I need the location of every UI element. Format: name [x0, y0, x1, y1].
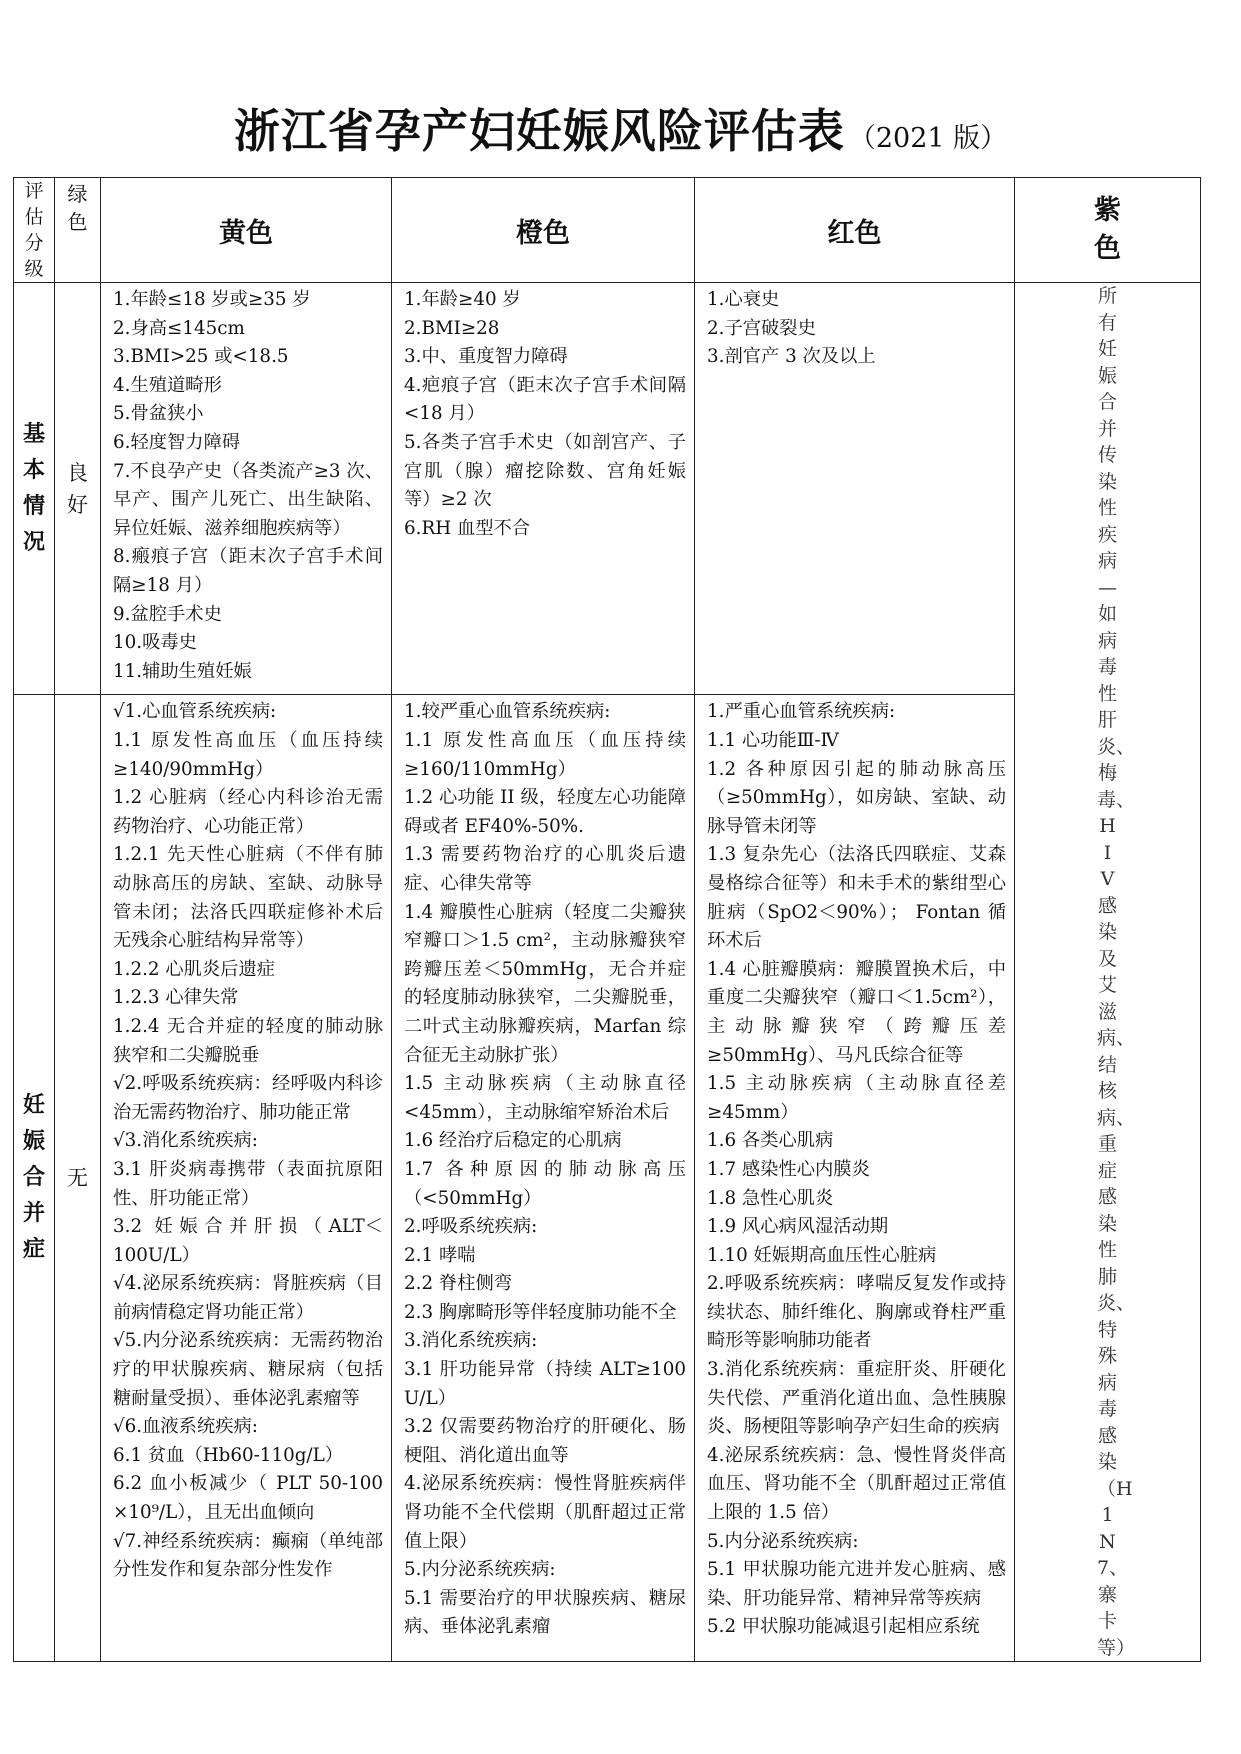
list-item: 1.10 妊娠期高血压性心脏病 — [707, 1244, 937, 1266]
list-item: 5.1 需要治疗的甲状腺疾病、糖尿病、垂体泌乳素瘤 — [404, 1587, 686, 1638]
list-item: 3.1 肝炎病毒携带（表面抗原阳性、肝功能正常） — [113, 1158, 383, 1209]
title-main: 浙江省孕产妇妊娠风险评估表 — [233, 104, 845, 158]
list-item: 2.2 脊柱侧弯 — [404, 1273, 513, 1295]
list-item: 1.2.2 心肌炎后遗症 — [113, 958, 276, 980]
list-item: √3.消化系统疾病: — [113, 1130, 258, 1152]
list-item: 9.盆腔手术史 — [113, 603, 222, 625]
list-item: 1.4 瓣膜性心脏病（轻度二尖瓣狭窄瓣口＞1.5 cm²，主动脉瓣狭窄跨瓣压差＜50mmHg，无合并症的轻度肺动脉狭窄，二尖瓣脱垂，二叶式主动脉瓣疾病，Marfan 综合征无主动脉扩张） — [404, 901, 686, 1066]
list-item: 1.2 心功能 II 级，轻度左心功能障碍或者 EF40%-50%. — [404, 787, 686, 837]
list-item: 11.辅助生殖妊娠 — [113, 660, 252, 682]
list-item: 1.2 心脏病（经心内科诊治无需药物治疗、心功能正常） — [113, 787, 383, 837]
list-item: 1.9 风心病风湿活动期 — [707, 1216, 889, 1238]
list-item: 1.6 经治疗后稳定的心肌病 — [404, 1130, 622, 1152]
category-basic: 基本情况 — [14, 283, 55, 695]
list-item: 1.较严重心血管系统疾病: — [404, 701, 611, 723]
list-item: 2.1 哮喘 — [404, 1244, 476, 1266]
list-item: 3.中、重度智力障碍 — [404, 346, 568, 368]
title-version: （2021 版） — [848, 123, 1008, 154]
list-item: 7.不良孕产史（各类流产≥3 次、早产、围产儿死亡、出生缺陷、异位妊娠、滋养细胞疾病等） — [113, 460, 383, 539]
list-item: 1.7 感染性心内膜炎 — [707, 1158, 870, 1180]
list-item: √1.心血管系统疾病: — [113, 701, 277, 723]
list-item: 1.3 复杂先心（法洛氏四联症、艾森曼格综合征等）和未手术的紫绀型心脏病（SpO2＜90%）； Fontan 循环术后 — [707, 844, 1006, 952]
list-item: 1.1 原发性高血压（血压持续≥160/110mmHg） — [404, 730, 686, 780]
yellow-complication — [101, 695, 392, 1662]
list-item: 1.5 主动脉疾病（主动脉直径<45mm），主动脉缩窄矫治术后 — [404, 1073, 686, 1123]
list-item: 2.子宫破裂史 — [707, 317, 816, 339]
yellow-basic — [101, 283, 392, 695]
list-item: 1.8 急性心肌炎 — [707, 1187, 834, 1209]
list-item: 6.2 血小板减少（ PLT 50-100 ×10⁹/L），且无出血倾向 — [113, 1473, 383, 1524]
list-item: 1.1 心功能Ⅲ-Ⅳ — [707, 730, 839, 751]
list-item: 1.心衰史 — [707, 289, 780, 310]
list-item: 2.3 胸廓畸形等伴轻度肺功能不全 — [404, 1301, 677, 1323]
list-item: 10.吸毒史 — [113, 632, 197, 654]
list-item: 3.消化系统疾病：重症肝炎、肝硬化失代偿、严重消化道出血、急性胰腺炎、肠梗阻等影响孕产妇生命的疾病 — [707, 1359, 1006, 1438]
header-row — [14, 178, 1201, 283]
list-item: 6.RH 血型不合 — [404, 517, 531, 539]
list-item: 2.BMI≥28 — [404, 317, 500, 339]
list-item: 1.2.1 先天性心脏病（不伴有肺动脉高压的房缺、室缺、动脉导管未闭；法洛氏四联症修补术后无残余心脏结构异常等） — [113, 844, 383, 952]
list-item: 1.5 主动脉疾病（主动脉直径差≥45mm） — [707, 1073, 1006, 1123]
red-complication — [695, 695, 1015, 1662]
list-item: 5.1 甲状腺功能亢进并发心脏病、感染、肝功能异常、精神异常等疾病 — [707, 1559, 1006, 1609]
list-item: 3.消化系统疾病: — [404, 1330, 538, 1352]
list-item: 1.年龄≥40 岁 — [404, 289, 521, 310]
list-item: 1.4 心脏瓣膜病：瓣膜置换术后，中重度二尖瓣狭窄（瓣口＜1.5cm²），主动脉瓣狭窄（跨瓣压差≥50mmHg）、马凡氏综合征等 — [707, 958, 1006, 1066]
list-item: √7.神经系统疾病：癫痫（单纯部分性发作和复杂部分性发作 — [113, 1530, 383, 1581]
list-item: 6.1 贫血（Hb60-110g/L） — [113, 1444, 343, 1466]
header-yellow: 黄色 — [101, 178, 392, 283]
header-purple: 紫色 — [1015, 178, 1201, 283]
list-item: 5.2 甲状腺功能减退引起相应系统 — [707, 1616, 980, 1638]
list-item: 3.1 肝功能异常（持续 ALT≥100 U/L） — [404, 1359, 686, 1409]
header-red: 红色 — [695, 178, 1015, 283]
header-orange: 橙色 — [392, 178, 695, 283]
list-item: 3.BMI>25 或<18.5 — [113, 346, 289, 368]
list-item: 8.瘢痕子宫（距末次子宫手术间隔≥18 月） — [113, 546, 383, 596]
list-item: 2.身高≤145cm — [113, 317, 245, 339]
list-item: 6.轻度智力障碍 — [113, 431, 241, 453]
list-item: 4.生殖道畸形 — [113, 374, 222, 396]
list-item: 2.呼吸系统疾病: — [404, 1216, 538, 1238]
list-item: 1.6 各类心肌病 — [707, 1130, 834, 1152]
list-item: 5.骨盆狭小 — [113, 403, 204, 425]
list-item: 4.泌尿系统疾病：急、慢性肾炎伴高血压、肾功能不全（肌酐超过正常值上限的 1.5 倍） — [707, 1444, 1006, 1524]
purple-column — [1015, 283, 1201, 1662]
list-item: 3.剖官产 3 次及以上 — [707, 346, 876, 368]
row-basic — [14, 283, 1201, 695]
list-item: 1.7 各种原因的肺动脉高压（<50mmHg） — [404, 1158, 686, 1209]
list-item: 1.2.3 心律失常 — [113, 987, 239, 1009]
list-item: √2.呼吸系统疾病：经呼吸内科诊治无需药物治疗、肺功能正常 — [113, 1073, 383, 1123]
orange-basic — [392, 283, 695, 695]
list-item: 1.3 需要药物治疗的心肌炎后遗症、心律失常等 — [404, 844, 686, 894]
list-item: 5.各类子宫手术史（如剖宫产、子宫肌（腺）瘤挖除数、宫角妊娠等）≥2 次 — [404, 431, 686, 511]
green-basic: 良好 — [55, 283, 101, 695]
purple-text: 所有妊娠合并传染性疾病—如病毒性肝炎、梅毒、HIV 感染及艾滋病、结核病、重症感染性肺炎、特殊病毒感染（H1N7、寨卡等） — [1097, 285, 1136, 1659]
green-complication: 无 — [55, 695, 101, 1662]
orange-complication — [392, 695, 695, 1662]
list-item: 4.泌尿系统疾病：慢性肾脏疾病伴肾功能不全代偿期（肌酐超过正常值上限） — [404, 1473, 686, 1552]
list-item: √6.血液系统疾病: — [113, 1416, 258, 1438]
list-item: √4.泌尿系统疾病：肾脏疾病（目前病情稳定肾功能正常） — [113, 1273, 383, 1323]
list-item: 1.严重心血管系统疾病: — [707, 701, 896, 723]
list-item: 2.呼吸系统疾病：哮喘反复发作或持续状态、肺纤维化、胸廓或脊柱严重畸形等影响肺功能者 — [707, 1273, 1006, 1352]
list-item: 1.年龄≤18 岁或≥35 岁 — [113, 289, 311, 310]
header-green: 绿色 — [55, 178, 101, 283]
header-grade: 评估分级 — [14, 178, 55, 283]
list-item: 4.疤痕子宫（距末次子宫手术间隔<18 月） — [404, 374, 686, 425]
red-basic — [695, 283, 1015, 695]
list-item: 1.2 各种原因引起的肺动脉高压（≥50mmHg），如房缺、室缺、动脉导管未闭等 — [707, 758, 1006, 837]
category-complication: 妊娠合并症 — [14, 695, 55, 1662]
page-title — [0, 95, 1241, 161]
list-item: 3.2 妊娠合并肝损（ALT＜100U/L） — [113, 1216, 383, 1266]
list-item: 3.2 仅需要药物治疗的肝硬化、肠梗阻、消化道出血等 — [404, 1416, 686, 1466]
risk-assessment-table — [13, 177, 1201, 1662]
list-item: 5.内分泌系统疾病: — [404, 1559, 556, 1581]
list-item: 1.2.4 无合并症的轻度的肺动脉狭窄和二尖瓣脱垂 — [113, 1015, 383, 1066]
list-item: 5.内分泌系统疾病: — [707, 1530, 859, 1552]
list-item: 1.1 原发性高血压（血压持续≥140/90mmHg） — [113, 730, 383, 780]
list-item: √5.内分泌系统疾病：无需药物治疗的甲状腺疾病、糖尿病（包括糖耐量受损）、垂体泌乳素瘤等 — [113, 1330, 383, 1409]
